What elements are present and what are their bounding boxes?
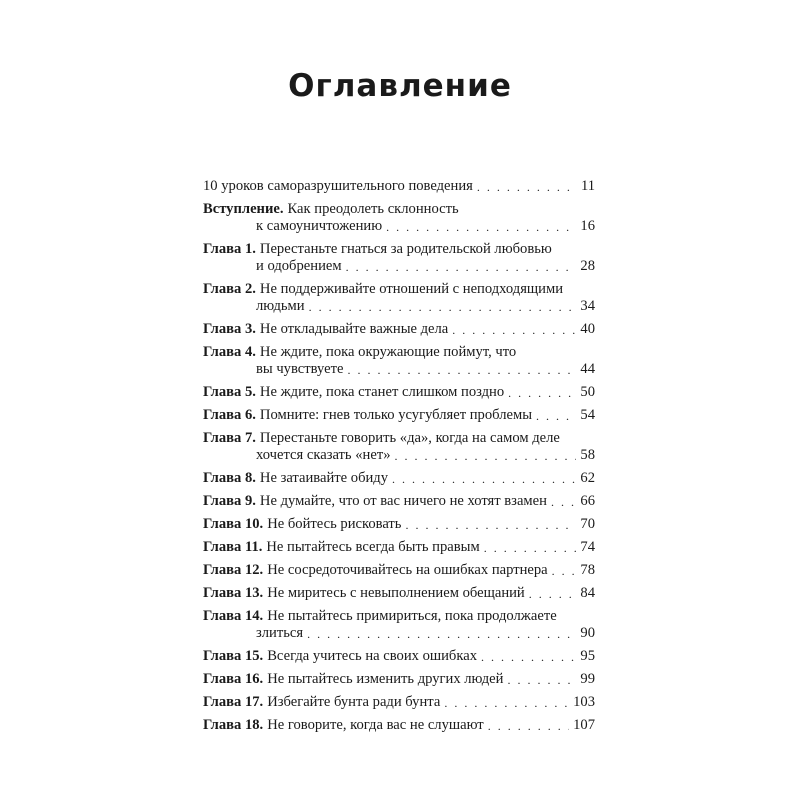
toc-entry-label: Глава 1. [203, 241, 256, 257]
toc-entry-label: Глава 17. [203, 694, 264, 710]
leader-dots [536, 409, 576, 424]
leader-dots [452, 323, 576, 338]
leader-dots [484, 541, 577, 556]
toc-entry-chapter-2 [203, 281, 595, 315]
toc-page-number: 70 [580, 516, 595, 532]
toc-entry-chapter-8 [203, 470, 595, 487]
leader-dots [477, 180, 577, 195]
toc-entry-text: Не думайте, что от вас ничего не хотят взамен [259, 493, 547, 509]
toc-entry-chapter-10 [203, 516, 595, 533]
toc-entry-text: Не откладывайте важные дела [259, 321, 449, 337]
toc-entry-text: Не пытайтесь всегда быть правым [266, 539, 480, 555]
toc-entry-chapter-5 [203, 384, 595, 401]
leader-dots [552, 564, 577, 579]
toc-page-number: 107 [573, 717, 595, 733]
leader-dots [529, 587, 577, 602]
leader-dots [392, 472, 576, 487]
toc-page-number: 11 [580, 178, 595, 194]
leader-dots [551, 495, 576, 510]
toc-entry-label: Глава 5. [203, 384, 256, 400]
toc-page-number: 74 [580, 539, 595, 555]
page-title: Оглавление [288, 68, 512, 104]
toc-entry-label: Глава 10. [203, 516, 264, 532]
toc-page-number: 78 [580, 562, 595, 578]
toc-entry-chapter-16 [203, 671, 595, 688]
toc-entry-text: Избегайте бунта ради бунта [267, 694, 441, 710]
toc-entry-text-continued: злиться [256, 625, 304, 641]
leader-dots [347, 363, 576, 378]
toc-entry-text: Не ждите, пока окружающие поймут, что [259, 344, 517, 360]
toc-entry-text-continued: людьми [256, 298, 305, 314]
leader-dots [405, 518, 576, 533]
toc-entry-label: Глава 15. [203, 648, 264, 664]
toc-entry-chapter-3 [203, 321, 595, 338]
toc-entry-chapter-12 [203, 562, 595, 579]
toc-entry-preface [203, 201, 595, 235]
toc-entry-text: Перестаньте говорить «да», когда на самом деле [259, 430, 560, 446]
toc-entry-label: Глава 9. [203, 493, 256, 509]
leader-dots [309, 300, 577, 315]
toc-entry-text: Перестаньте гнаться за родительской любовью [259, 241, 552, 257]
leader-dots [508, 386, 576, 401]
leader-dots [488, 719, 569, 734]
toc-entry-chapter-6 [203, 407, 595, 424]
toc-entry-label: Глава 18. [203, 717, 264, 733]
toc-entry-label: Глава 6. [203, 407, 256, 423]
toc-entry-chapter-11 [203, 539, 595, 556]
toc-entry-label: Глава 12. [203, 562, 264, 578]
toc-page-number: 95 [580, 648, 595, 664]
toc-entry-text: Как преодолеть склонность [287, 201, 459, 217]
leader-dots [395, 449, 577, 464]
toc-page-number: 50 [580, 384, 595, 400]
leader-dots [346, 260, 577, 275]
toc-page-number: 16 [580, 218, 595, 234]
toc-page-number: 28 [580, 258, 595, 274]
toc-entry-label: Глава 8. [203, 470, 256, 486]
toc-entry-text-continued: и одобрением [256, 258, 342, 274]
toc-entry-text: Не затаивайте обиду [259, 470, 389, 486]
toc-entry-chapter-15 [203, 648, 595, 665]
toc-page-number: 66 [580, 493, 595, 509]
toc-entry-label: Глава 13. [203, 585, 264, 601]
toc-entry-chapter-1 [203, 241, 595, 275]
toc-entry-text: 10 уроков саморазрушительного поведения [203, 178, 473, 194]
toc-page-number: 44 [580, 361, 595, 377]
toc-entry-chapter-14 [203, 608, 595, 642]
toc-entry-text: Не ждите, пока станет слишком поздно [259, 384, 505, 400]
toc-entry-chapter-13 [203, 585, 595, 602]
toc-entry-intro [203, 178, 595, 195]
toc-entry-label: Вступление. [203, 201, 284, 217]
toc-entry-text: Не бойтесь рисковать [267, 516, 402, 532]
toc-page-number: 54 [580, 407, 595, 423]
toc-entry-label: Глава 14. [203, 608, 264, 624]
toc-entry-chapter-7 [203, 430, 595, 464]
toc-entry-label: Глава 16. [203, 671, 264, 687]
toc-entry-chapter-18 [203, 717, 595, 734]
leader-dots [386, 220, 576, 235]
toc-entry-text: Не миритесь с невыполнением обещаний [267, 585, 525, 601]
toc-entry-label: Глава 2. [203, 281, 256, 297]
toc-entry-label: Глава 7. [203, 430, 256, 446]
toc-entry-chapter-9 [203, 493, 595, 510]
toc-page-number: 62 [580, 470, 595, 486]
toc-page-number: 58 [580, 447, 595, 463]
leader-dots [507, 673, 576, 688]
toc-entry-text: Не сосредоточивайтесь на ошибках партнера [267, 562, 548, 578]
toc-entry-text: Всегда учитесь на своих ошибках [267, 648, 477, 664]
toc-page-number: 40 [580, 321, 595, 337]
leader-dots [481, 650, 576, 665]
leader-dots [307, 627, 576, 642]
toc-entry-text-continued: хочется сказать «нет» [256, 447, 391, 463]
toc-page-number: 99 [580, 671, 595, 687]
toc-entry-text: Не поддерживайте отношений с неподходящими [259, 281, 564, 297]
toc-entry-text: Не пытайтесь изменить других людей [267, 671, 504, 687]
toc-page-number: 90 [580, 625, 595, 641]
toc-entry-chapter-4 [203, 344, 595, 378]
toc-entry-label: Глава 4. [203, 344, 256, 360]
toc-entry-label: Глава 3. [203, 321, 256, 337]
toc-page-number: 34 [580, 298, 595, 314]
toc-entry-text: Не говорите, когда вас не слушают [267, 717, 484, 733]
toc-entry-chapter-17 [203, 694, 595, 711]
table-of-contents [203, 178, 595, 740]
toc-entry-text-continued: вы чувствуете [256, 361, 344, 377]
toc-entry-label: Глава 11. [203, 539, 263, 555]
leader-dots [444, 696, 569, 711]
toc-entry-text-continued: к самоуничтожению [256, 218, 383, 234]
toc-entry-text: Помните: гнев только усугубляет проблемы [259, 407, 533, 423]
toc-page-number: 103 [573, 694, 595, 710]
toc-entry-text: Не пытайтесь примириться, пока продолжаете [267, 608, 557, 624]
toc-page-number: 84 [580, 585, 595, 601]
